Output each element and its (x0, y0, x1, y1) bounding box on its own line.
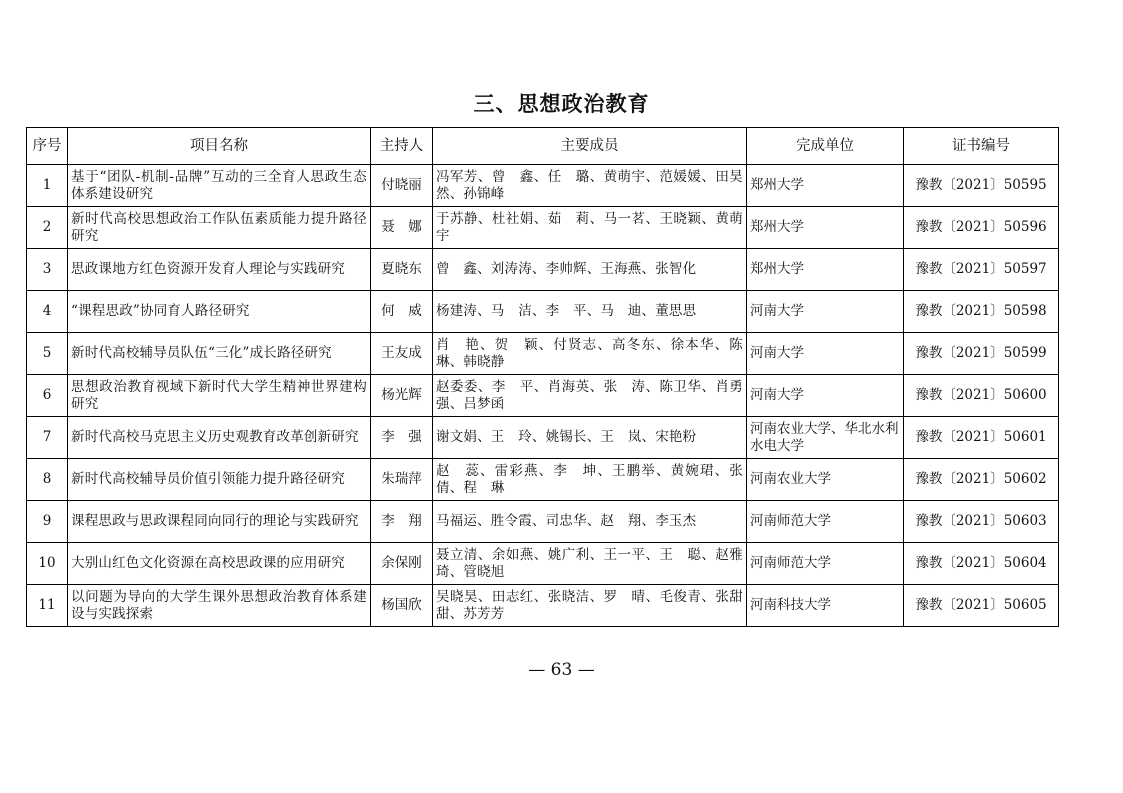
cell-members: 冯军芳、曾 鑫、任 璐、黄萌宇、范媛媛、田昊然、孙锦峰 (433, 165, 747, 207)
cell-index: 2 (27, 207, 68, 249)
cell-leader: 余保刚 (371, 543, 433, 585)
cell-project-name: 新时代高校辅导员价值引领能力提升路径研究 (68, 459, 371, 501)
header-leader: 主持人 (371, 128, 433, 165)
table-header-row (27, 128, 1059, 165)
cell-project-name: 新时代高校思想政治工作队伍素质能力提升路径研究 (68, 207, 371, 249)
cell-unit: 河南大学 (747, 291, 904, 333)
cell-index: 4 (27, 291, 68, 333)
cell-members: 赵委委、李 平、肖海英、张 涛、陈卫华、肖勇强、吕梦函 (433, 375, 747, 417)
table-row (27, 333, 1059, 375)
cell-unit: 河南农业大学、华北水利水电大学 (747, 417, 904, 459)
header-project: 项目名称 (68, 128, 371, 165)
cell-certificate: 豫教〔2021〕50597 (904, 249, 1059, 291)
cell-project-name: 新时代高校辅导员队伍“三化”成长路径研究 (68, 333, 371, 375)
table-row (27, 459, 1059, 501)
cell-index: 5 (27, 333, 68, 375)
cell-index: 3 (27, 249, 68, 291)
page-number: — 63 — (528, 660, 595, 680)
cell-index: 6 (27, 375, 68, 417)
cell-certificate: 豫教〔2021〕50602 (904, 459, 1059, 501)
cell-members: 马福运、胜令霞、司忠华、赵 翔、李玉杰 (433, 501, 747, 543)
cell-leader: 王友成 (371, 333, 433, 375)
cell-leader: 夏晓东 (371, 249, 433, 291)
table-row (27, 417, 1059, 459)
cell-project-name: 思政课地方红色资源开发育人理论与实践研究 (68, 249, 371, 291)
cell-index: 10 (27, 543, 68, 585)
cell-project-name: 思想政治教育视域下新时代大学生精神世界建构研究 (68, 375, 371, 417)
cell-members: 聂立清、余如燕、姚广利、王一平、王 聪、赵雅琦、管晓旭 (433, 543, 747, 585)
cell-leader: 杨国欣 (371, 585, 433, 627)
table-row (27, 543, 1059, 585)
header-members: 主要成员 (433, 128, 747, 165)
project-table (26, 127, 1059, 627)
cell-leader: 李 强 (371, 417, 433, 459)
cell-members: 曾 鑫、刘涛涛、李帅辉、王海燕、张智化 (433, 249, 747, 291)
header-unit: 完成单位 (747, 128, 904, 165)
cell-index: 1 (27, 165, 68, 207)
cell-leader: 付晓丽 (371, 165, 433, 207)
cell-certificate: 豫教〔2021〕50599 (904, 333, 1059, 375)
cell-unit: 河南大学 (747, 375, 904, 417)
cell-index: 7 (27, 417, 68, 459)
cell-unit: 河南农业大学 (747, 459, 904, 501)
cell-project-name: 新时代高校马克思主义历史观教育改革创新研究 (68, 417, 371, 459)
cell-index: 8 (27, 459, 68, 501)
table-row (27, 375, 1059, 417)
cell-certificate: 豫教〔2021〕50601 (904, 417, 1059, 459)
table-row (27, 291, 1059, 333)
cell-project-name: “课程思政”协同育人路径研究 (68, 291, 371, 333)
header-index: 序号 (27, 128, 68, 165)
cell-project-name: 大别山红色文化资源在高校思政课的应用研究 (68, 543, 371, 585)
cell-unit: 河南大学 (747, 333, 904, 375)
cell-leader: 朱瑞萍 (371, 459, 433, 501)
cell-leader: 何 威 (371, 291, 433, 333)
cell-certificate: 豫教〔2021〕50604 (904, 543, 1059, 585)
cell-project-name: 课程思政与思政课程同向同行的理论与实践研究 (68, 501, 371, 543)
table-row (27, 165, 1059, 207)
header-certificate: 证书编号 (904, 128, 1059, 165)
cell-unit: 郑州大学 (747, 249, 904, 291)
cell-leader: 李 翔 (371, 501, 433, 543)
cell-members: 谢文娟、王 玲、姚锡长、王 岚、宋艳粉 (433, 417, 747, 459)
cell-unit: 郑州大学 (747, 165, 904, 207)
cell-leader: 聂 娜 (371, 207, 433, 249)
cell-unit: 河南师范大学 (747, 543, 904, 585)
cell-certificate: 豫教〔2021〕50596 (904, 207, 1059, 249)
table-row (27, 249, 1059, 291)
table-row (27, 207, 1059, 249)
cell-certificate: 豫教〔2021〕50600 (904, 375, 1059, 417)
cell-certificate: 豫教〔2021〕50603 (904, 501, 1059, 543)
cell-members: 杨建涛、马 洁、李 平、马 迪、董思思 (433, 291, 747, 333)
cell-certificate: 豫教〔2021〕50595 (904, 165, 1059, 207)
cell-unit: 河南科技大学 (747, 585, 904, 627)
cell-unit: 郑州大学 (747, 207, 904, 249)
cell-unit: 河南师范大学 (747, 501, 904, 543)
table-body (27, 165, 1059, 627)
cell-index: 9 (27, 501, 68, 543)
cell-members: 赵 蕊、雷彩燕、李 坤、王鹏举、黄婉珺、张 倩、程 琳 (433, 459, 747, 501)
cell-certificate: 豫教〔2021〕50598 (904, 291, 1059, 333)
page-title: 三、思想政治教育 (473, 92, 650, 116)
cell-members: 肖 艳、贺 颖、付贤志、高冬东、徐本华、陈 琳、韩晓静 (433, 333, 747, 375)
table-row (27, 501, 1059, 543)
table-row (27, 585, 1059, 627)
cell-certificate: 豫教〔2021〕50605 (904, 585, 1059, 627)
cell-project-name: 基于“团队-机制-品牌”互动的三全育人思政生态体系建设研究 (68, 165, 371, 207)
cell-leader: 杨光辉 (371, 375, 433, 417)
cell-members: 吴晓昊、田志红、张晓洁、罗 晴、毛俊青、张甜甜、苏芳芳 (433, 585, 747, 627)
cell-project-name: 以问题为导向的大学生课外思想政治教育体系建设与实践探索 (68, 585, 371, 627)
cell-index: 11 (27, 585, 68, 627)
cell-members: 于苏静、杜社娟、茹 莉、马一茗、王晓颖、黄萌宇 (433, 207, 747, 249)
